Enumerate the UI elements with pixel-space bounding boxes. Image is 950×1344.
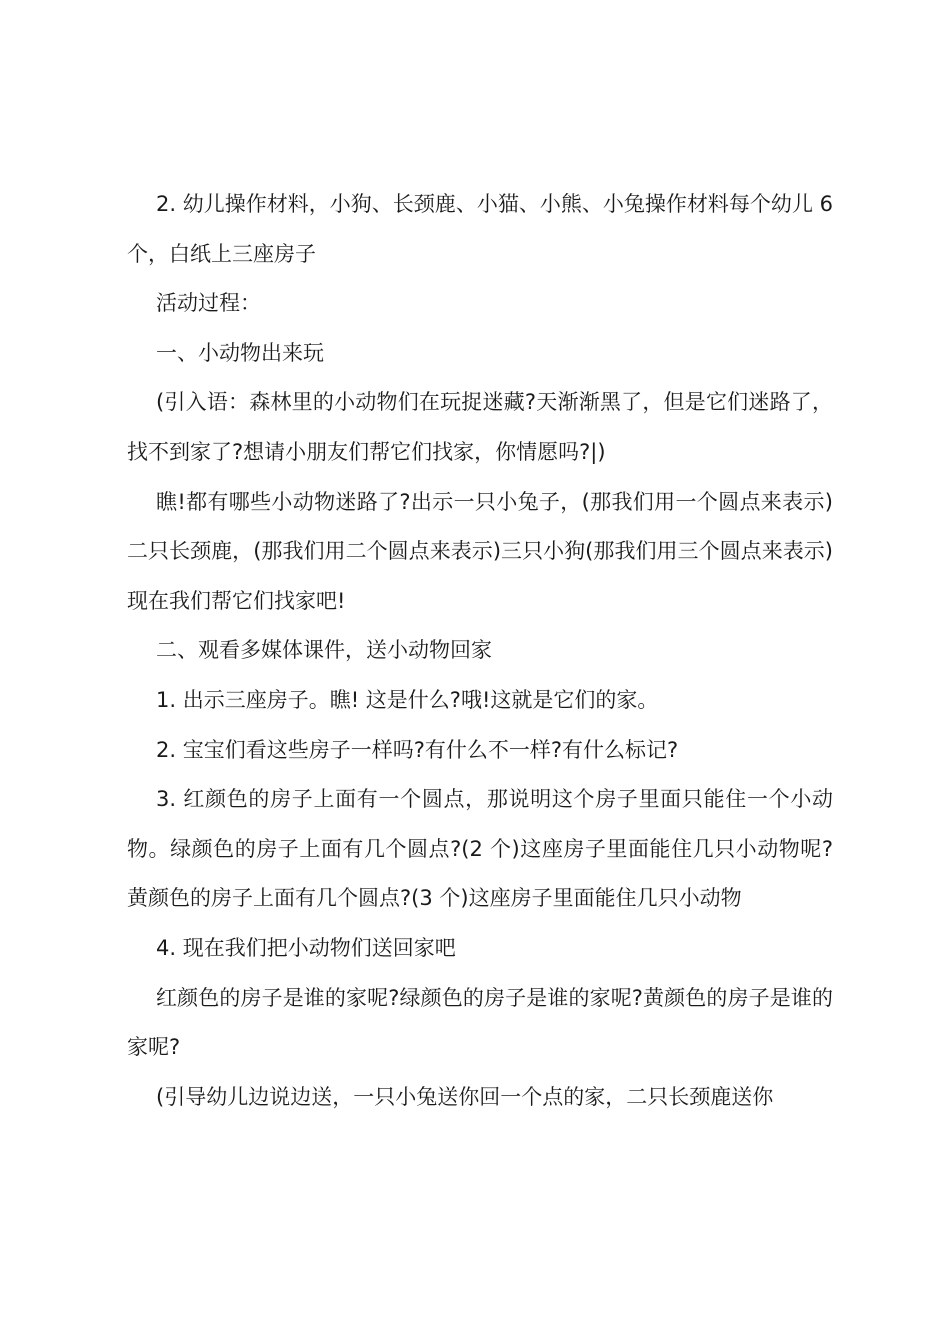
list-item-step-4: 4. 现在我们把小动物们送回家吧: [156, 935, 456, 960]
paragraph-introduction: (引入语：森林里的小动物们在玩捉迷藏?天渐渐黑了，但是它们迷路了，找不到家了?想请小朋友们帮它们找家，你情愿吗?|): [127, 390, 833, 464]
paragraph-lost-animals: 瞧!都有哪些小动物迷路了?出示一只小兔子，(那我们用一个圆点来表示)二只长颈鹿，(那我们用二个圆点来表示)三只小狗(那我们用三个圆点来表示)现在我们帮它们找家吧!: [127, 489, 833, 613]
list-item-step-1: 1. 出示三座房子。瞧! 这是什么?哦!这就是它们的家。: [156, 687, 659, 712]
list-item-step-2: 2. 宝宝们看这些房子一样吗?有什么不一样?有什么标记?: [156, 737, 679, 762]
section-heading-animals-come-out: 一、小动物出来玩: [156, 340, 324, 365]
paragraph-guide-children: (引导幼儿边说边送，一只小兔送你回一个点的家，二只长颈鹿送你: [156, 1084, 774, 1109]
list-item-step-3: 3. 红颜色的房子上面有一个圆点，那说明这个房子里面只能住一个小动物。绿颜色的房子上面有几个圆点?(2 个)这座房子里面能住几只小动物呢?黄颜色的房子上面有几个圆点?(3 个)这座房子里面能住几只小动物: [127, 787, 833, 911]
paragraph-activity-process-heading: 活动过程：: [156, 291, 261, 316]
paragraph-materials: 2. 幼儿操作材料，小狗、长颈鹿、小猫、小熊、小兔操作材料每个幼儿 6 个，白纸上三座房子: [127, 192, 833, 266]
section-heading-multimedia: 二、观看多媒体课件，送小动物回家: [156, 638, 492, 663]
paragraph-whose-house: 红颜色的房子是谁的家呢?绿颜色的房子是谁的家呢?黄颜色的房子是谁的家呢?: [127, 985, 833, 1060]
document-body: [127, 180, 833, 1122]
